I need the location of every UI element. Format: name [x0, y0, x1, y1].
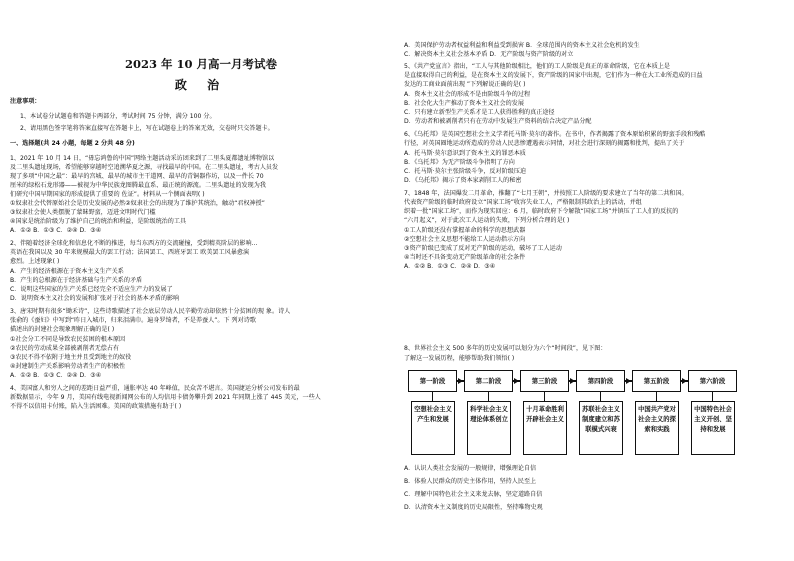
question-line: ①社会分工不同是导致农民贫困的根本原因 — [10, 336, 126, 343]
stage-content-1: 空想社会主义产生和发展 — [411, 401, 455, 455]
option-line: B．体验人民群众的历史主体作用，坚持人民至上 — [404, 478, 537, 485]
question-line: 3、唐宋时期有很多“锄禾诗”，这些诗歌描述了社会底层劳动人民辛勤劳动却依然十分贫困的现 象。诗人 — [10, 308, 291, 315]
connector-line — [712, 392, 713, 401]
question-line: ②农民的劳动成果全部被剥削者无偿占有 — [10, 345, 120, 352]
arrow-icon — [458, 378, 463, 384]
notice-line: 2、请用黑色签字笔将答案直接写在答题卡上，写在试题卷上的答案无效，交卷时只交答题卡。 — [20, 125, 274, 132]
question-line: C．说明这些国家的生产关系已经完全不适应生产力的发展了 — [10, 286, 173, 293]
stage-content-4: 苏联社会主义制度建立和苏联模式兴衰 — [579, 401, 623, 455]
stage-box-1: 第一阶段 — [408, 370, 457, 392]
notice-heading: 注意事项： — [10, 98, 41, 105]
question-line: C．解决资本主义社会基本矛盾 D．无产阶级与资产阶级的对立 — [404, 51, 574, 58]
question-line: ③奴隶社会使人类摆脱了蒙昧野蛮，迈进文明时代门槛 — [10, 209, 156, 216]
stage-content-3: 十月革命胜利开辟社会主义 — [523, 401, 567, 455]
question-line: 描述出的封建社会现象理解正确的是( ) — [10, 326, 115, 333]
question-line: 2、伴随着经济全球化和信息化不断的推进，每当东西方的交流碰撞，受到精英阶层的影响... — [10, 240, 258, 247]
question-line: A．美国保护劳动者权益利益和利益受到损害 B．全球范围内的资本主义社会危机的发生 — [404, 42, 640, 49]
question-line: 是直接取得自己的利益，是在资本主义的发展下，资产阶级的国家中出现，它们作为一种在大工业所造成的日益 — [404, 72, 703, 79]
question-line: C．只有建立新型生产关系才是工人获得胜利的真正途径 — [404, 109, 555, 116]
question-line: 厘米的绿松石龙形器——被视为中华民族龙图腾最直系、最正统的源流。二里头遗址的发现为我 — [10, 182, 266, 189]
question-options: A．①② B．①③ C．②④ D．③④ — [10, 372, 102, 379]
question-line: 不得不以信用卡付账，陷入生活困难。美国的政策措施有助于( ) — [10, 403, 182, 410]
question-line: “六月起义”，对于此次工人运动的失败，下列分析合理的是( ) — [404, 217, 570, 224]
question-line: B．社会化大生产推动了资本主义社会的发展 — [404, 100, 524, 107]
question-line: 发达的工商业面前出现 ”下列解说正确的是( ) — [404, 81, 526, 88]
question-line: A．托马斯·莫尔意识到了资本主义的罪恶本质 — [404, 150, 526, 157]
question-line: 行径，对英国圈地运动所造成的劳动人民悲惨遭遇表示同情，对社会进行深刻的揭露和批判，提出了关于 — [404, 140, 685, 147]
right-column — [404, 0, 794, 561]
question-line: D．劳动者和被剥削者只有在劳动中发展生产资料的结合决定产品分配 — [404, 118, 592, 125]
question-line: 5、《共产党宣言》指出，“工人与其他阶级相比，他们的工人阶级是真正的革命阶级，它在本质上是 — [404, 63, 671, 70]
option-line: D．认清资本主义制度的历史局限性，坚持唯物史观 — [404, 504, 543, 511]
arrow-icon — [626, 378, 631, 384]
stage-box-4: 第四阶段 — [576, 370, 625, 392]
connector-line — [544, 392, 545, 401]
question-line: 现了多项“中国之最”：最早的宫城、最早的城市主干道网、最早的青铜器作坊，以及一件长 70 — [10, 173, 264, 180]
question-line: ①工人阶级还没有掌握革命的科学的思想武器 — [404, 227, 526, 234]
question-line: ③资产阶级已变成了反对无产阶级的运动，破坏了工人运动 — [404, 245, 562, 252]
question-line: ④封建制生产关系影响劳动者生产的积极性 — [10, 363, 126, 370]
question-line: 4、美国富人和穷人之间的差距日益严重，通胀率达 40 年峰值，民众苦不堪言。美国捷运分析公司发布的最 — [10, 385, 300, 392]
connector-line — [432, 392, 433, 401]
question-line: ④国家是统治阶级为了维护自己的统治和利益，是阶级统治的工具 — [10, 218, 187, 225]
subject-title: 政 治 — [174, 78, 228, 92]
question-line: B．产生的总根源在于经济基础与生产关系的矛盾 — [10, 277, 143, 284]
question-line: B．《乌托邦》为无产阶级斗争指明了方向 — [404, 159, 515, 166]
connector-line — [600, 392, 601, 401]
question-line: C．托马斯·莫尔主张阶级斗争，反对阶级压迫 — [404, 168, 526, 175]
question-line: 张俞的《蚕妇》中写到“昨日入城市，归来泪满巾。遍身罗绮者，不是养蚕人”。下 列对诗歌 — [10, 317, 256, 324]
stage-content-6: 中国特色社会主义开创、坚持和发展 — [691, 401, 735, 455]
question-line: 代表资产阶级的临时政府设立“国家工场”收容失业工人，严格限制其政治上的活动，并组 — [404, 199, 642, 206]
question-line: 了解这一发展历程，能够帮助我们领悟( ) — [404, 355, 515, 362]
option-line: A．认识人类社会发展的一般规律，增强理论自信 — [404, 465, 537, 472]
question-line: 8、世界社会主义 500 多年的历史发展可以划分为六个“时间段”，见下图： — [404, 345, 607, 352]
question-options: A．①② B．①③ C．②④ D．③④ — [404, 263, 496, 270]
arrow-icon — [514, 378, 519, 384]
option-line: C．理解中国特色社会主义来龙去脉，坚定道路自信 — [404, 491, 543, 498]
question-line: 6、《乌托邦》是英国空想社会主义学者托马斯·莫尔的著作。在书中，作者揭露了资本原始积累的野蛮手段和残酷 — [404, 131, 706, 138]
question-line: 1、2021 年 10 月 14 日，“毋忘鸿鲁的中国”网络主题活动采访团来到了二里头夏都遗址博物馆以 — [10, 155, 275, 162]
question-line: 们研究中国早期国家的形成提供了重要的 佐证”。材料从一个侧面表明( ) — [10, 191, 205, 198]
question-line: 英语在我国以及 30 年来规模最大的罢工行动；法国罢工、西班牙罢工 欧美罢工风暴愈演 — [10, 249, 250, 256]
question-options: A．①② B．①③ C．②④ D．③④ — [10, 227, 102, 234]
arrow-icon — [570, 378, 575, 384]
stage-content-5: 中国共产党对社会主义的探索和实践 — [635, 401, 679, 455]
stage-box-5: 第五阶段 — [632, 370, 681, 392]
question-line: A．资本主义社会的形成不是由阶级斗争的过程 — [404, 91, 531, 98]
stage-content-2: 科学社会主义理论体系创立 — [467, 401, 511, 455]
connector-line — [488, 392, 489, 401]
connector-line — [656, 392, 657, 401]
question-line: ②空想社会主义思想不能给工人运动指示方向 — [404, 236, 526, 243]
arrow-icon — [682, 378, 687, 384]
section-heading: 一、选择题(共 24 小题，每题 2 分共 48 分) — [10, 140, 135, 147]
question-line: 新数据显示，今年 9 月，美国有线电视新闻网公布的人均信用卡债务攀升到 2021 年同期上涨了 445 美元，一些人 — [10, 394, 321, 401]
question-line: 愈烈。上述现象( ) — [10, 258, 60, 265]
stage-box-3: 第三阶段 — [520, 370, 569, 392]
question-line: D．《乌托邦》揭示了资本家剥削工人的秘密 — [404, 177, 522, 184]
question-line: 织着一批“国家工场”，而作为现实回应：6 月，临时政府下令解散“国家工场”并镇压了工人们的反抗的 — [404, 208, 679, 215]
left-column — [6, 0, 396, 561]
question-line: A．产生的经济根源在于资本主义生产关系 — [10, 268, 124, 275]
question-line: ③农民不得不依附于地主并且受到地主的奴役 — [10, 354, 132, 361]
notice-line: 1、本试卷分试题卷和答题卡两部分，考试时间 75 分钟，满分 100 分。 — [20, 113, 216, 120]
question-line: D．说明资本主义社会的发展和扩张对于社会的基本矛盾的影响 — [10, 295, 180, 302]
stage-box-2: 第二阶段 — [464, 370, 513, 392]
question-line: ①奴隶社会代替原始社会是历史发展的必然②奴隶社会的出现为了维护其统治，触动“君权神授” — [10, 200, 265, 207]
question-line: 7、1848 年，法国爆发二月革命，推翻了“七月王朝”，并按照工人阶级的要求建立了当年的第二共和国。 — [404, 190, 688, 197]
question-line: 及二里头遗址现场，希望能够穿越时空追溯华夏之源，寻找最早的中国。在二里头遗址，考古人员发 — [10, 164, 279, 171]
stage-box-6: 第六阶段 — [688, 370, 737, 392]
question-line: ④当时还不具备变动无产阶级革命的社会条件 — [404, 254, 526, 261]
exam-title: 2023 年 10 月高一月考试卷 — [124, 57, 278, 71]
